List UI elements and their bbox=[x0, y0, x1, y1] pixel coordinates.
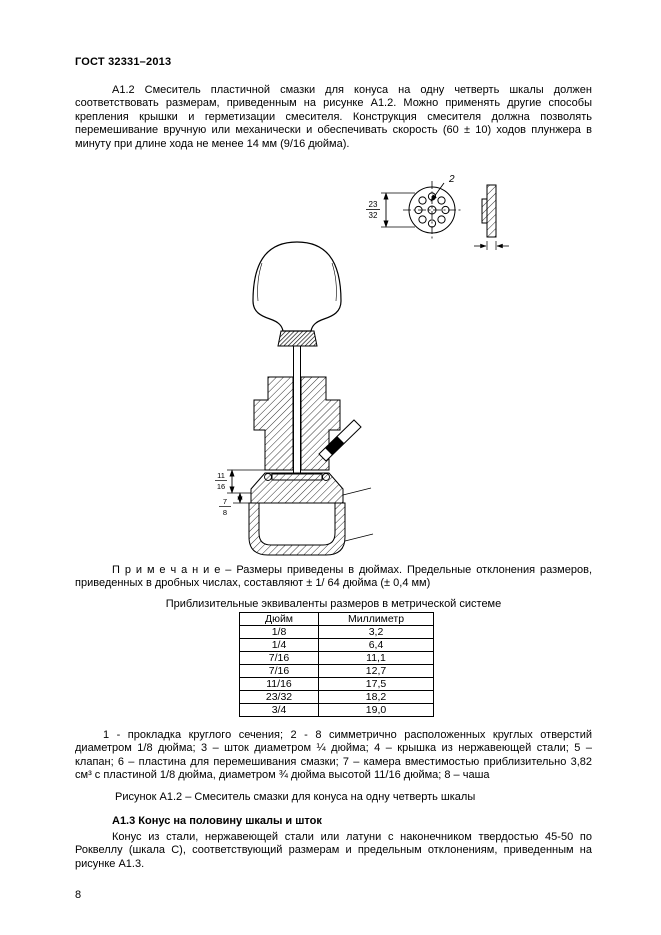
cell-inch: 1/8 bbox=[240, 626, 319, 639]
cell-inch: 7/16 bbox=[240, 652, 319, 665]
mixer-chamber-base bbox=[251, 473, 343, 503]
page-number: 8 bbox=[75, 889, 82, 901]
cell-mm: 12,7 bbox=[319, 665, 434, 678]
figure-caption: Рисунок А1.2 – Смеситель смазки для конуса на одну четверть шкалы bbox=[115, 791, 476, 803]
cell-inch: 23/32 bbox=[240, 691, 319, 704]
doc-number-header: ГОСТ 32331–2013 bbox=[75, 56, 172, 68]
dim-23-32-numerator: 23 bbox=[368, 200, 378, 209]
table-row bbox=[240, 652, 434, 665]
mixer-cup bbox=[249, 503, 345, 555]
note-paragraph: П р и м е ч а н и е – Размеры приведены в дюймах. Предельные отклонения размеров, приведенных в дробных числах, составляют ± 1/ 64 дюйма (± 0,4 мм) bbox=[75, 564, 592, 590]
table-row bbox=[240, 665, 434, 678]
lid-top-view bbox=[403, 181, 461, 239]
mixer-knob bbox=[253, 242, 341, 331]
callout-2-label: 2 bbox=[449, 174, 455, 185]
metric-equivalents-title: Приблизительные эквиваленты размеров в метрической системе bbox=[165, 598, 502, 610]
cell-mm: 3,2 bbox=[319, 626, 434, 639]
leader-lines bbox=[343, 488, 373, 541]
table-row bbox=[240, 626, 434, 639]
column-header-mm: Миллиметр bbox=[319, 613, 434, 626]
cell-inch: 11/16 bbox=[240, 678, 319, 691]
table-row bbox=[240, 691, 434, 704]
table-row bbox=[240, 704, 434, 717]
lid-side-view bbox=[474, 185, 509, 250]
column-header-inch: Дюйм bbox=[240, 613, 319, 626]
dim-11-16-denominator: 16 bbox=[216, 482, 226, 491]
table-row bbox=[240, 639, 434, 652]
table-row bbox=[240, 678, 434, 691]
cell-mm: 11,1 bbox=[319, 652, 434, 665]
paragraph-a12: А1.2 Смеситель пластичной смазки для конуса на одну четверть шкалы должен соответствовать размерам, приведенным на рисунке А1.2. Можно применять другие способы крепления крышки и герметизации смесителя. Конструкция смесителя должна позволять перемешивание вручную или механически и обеспечивать скорость (60 ± 10) ходов плунжера в минуту при длине хода не менее 14 мм (9/16 дюйма). bbox=[75, 84, 592, 150]
section-heading-a13: А1.3 Конус на половину шкалы и шток bbox=[112, 815, 322, 827]
dim-7-8-denominator: 8 bbox=[222, 508, 228, 517]
cell-mm: 17,5 bbox=[319, 678, 434, 691]
cell-inch: 3/4 bbox=[240, 704, 319, 717]
paragraph-a13: Конус из стали, нержавеющей стали или латуни с наконечником твердостью 45-50 по Роквеллу (шкала С), соответствующий размерам и предельным отклонениям, приведенным на рисунке А1.3. bbox=[75, 831, 592, 870]
dim-11-16-numerator: 11 bbox=[217, 471, 225, 480]
cell-mm: 6,4 bbox=[319, 639, 434, 652]
figure-a12-technical-drawing bbox=[165, 163, 545, 563]
dim-23-32-denominator: 32 bbox=[368, 211, 378, 220]
figure-legend: 1 - прокладка круглого сечения; 2 - 8 симметрично расположенных круглых отверстий диаметром 1/8 дюйма; 3 – шток диаметром ¼ дюйма; 4 – крышка из нержавеющей стали; 5 – клапан; 6 – пластина для перемешивания смазки; 7 – камера вместимостью приблизительно 3,82 см³ с пластиной 1/8 дюйма, диаметром ¾ дюйма высотой 11/16 дюйма; 8 – чаша bbox=[75, 729, 592, 782]
dimension-7-8 bbox=[219, 493, 251, 517]
dim-7-8-numerator: 7 bbox=[222, 497, 228, 506]
cell-mm: 18,2 bbox=[319, 691, 434, 704]
mixer-collar-nut bbox=[278, 331, 317, 346]
table-header-row bbox=[240, 613, 434, 626]
mixer-shaft bbox=[294, 346, 301, 475]
cell-inch: 1/4 bbox=[240, 639, 319, 652]
cell-inch: 7/16 bbox=[240, 665, 319, 678]
cell-mm: 19,0 bbox=[319, 704, 434, 717]
inch-mm-conversion-table bbox=[239, 612, 434, 717]
